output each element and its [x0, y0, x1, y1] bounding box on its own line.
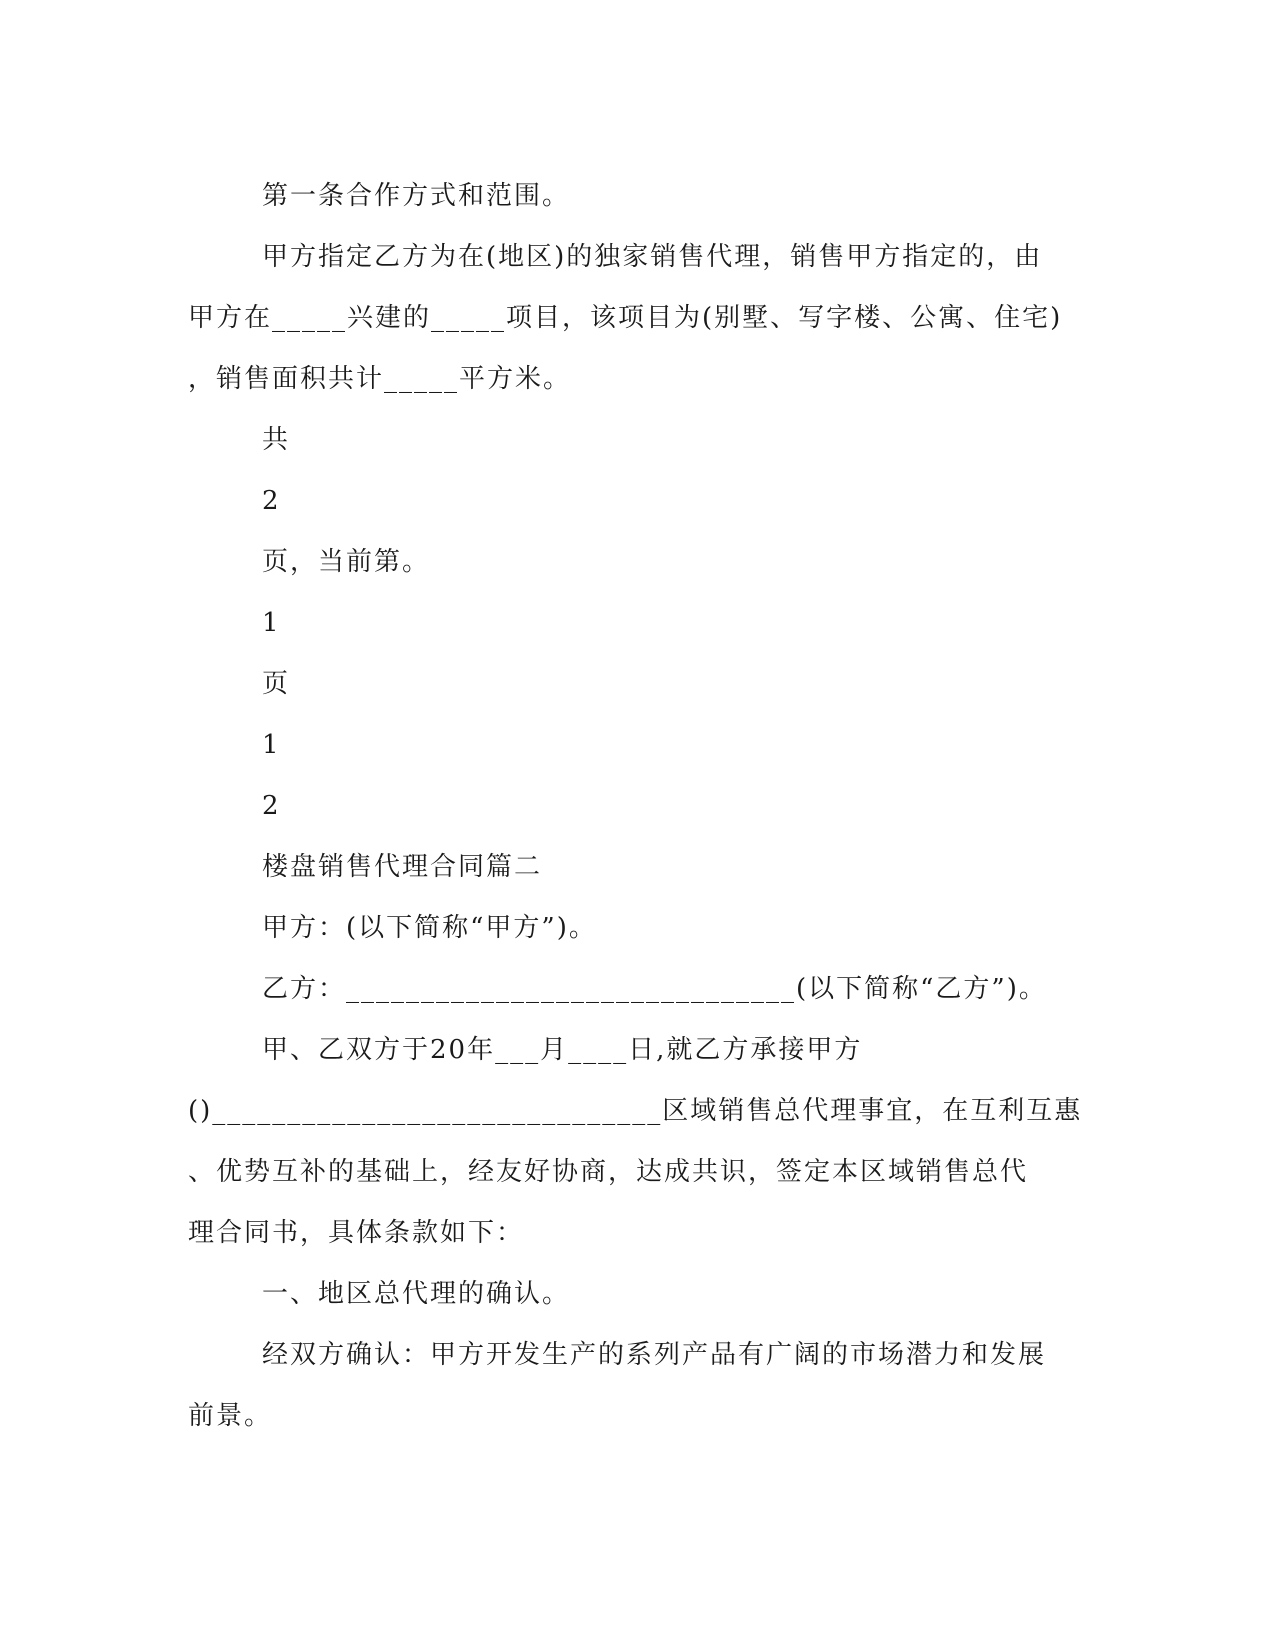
page-marker-text: 2: [262, 486, 281, 516]
party-a-line: 甲方：(以下简称“甲方”)。: [262, 913, 597, 943]
document-body: [188, 166, 1083, 1447]
paragraph-line: 甲方在_____兴建的_____项目，该项目为(别墅、写字楼、公寓、住宅): [188, 303, 1063, 333]
page-marker-text: 共: [262, 425, 291, 455]
paragraph-line: 经双方确认：甲方开发生产的系列产品有广阔的市场潜力和发展: [262, 1340, 1047, 1370]
page-marker-text: 页: [262, 669, 291, 699]
paragraph-line: ()______________________________区域销售总代理事宜，在互利互惠: [188, 1096, 1083, 1126]
paragraph-line: 理合同书，具体条款如下：: [188, 1218, 525, 1248]
page-marker-text: 1: [262, 608, 281, 638]
page-marker-text: 2: [262, 791, 281, 821]
page-marker-text: 1: [262, 730, 281, 760]
paragraph-line: 甲、乙双方于20年___月____日,就乙方承接甲方: [262, 1035, 863, 1065]
section-title: 楼盘销售代理合同篇二: [262, 852, 543, 882]
page-marker-text: 页，当前第。: [262, 547, 431, 577]
clause-1-heading: 第一条合作方式和范围。: [262, 181, 571, 211]
paragraph-line: ，销售面积共计_____平方米。: [188, 364, 572, 394]
party-b-line: 乙方：______________________________(以下简称“乙方”)。: [262, 974, 1047, 1004]
paragraph-line: 甲方指定乙方为在(地区)的独家销售代理，销售甲方指定的，由: [262, 242, 1043, 272]
paragraph-line: 前景。: [188, 1401, 273, 1431]
paragraph-line: 、优势互补的基础上，经友好协商，达成共识，签定本区域销售总代: [188, 1157, 1029, 1187]
clause-heading: 一、地区总代理的确认。: [262, 1279, 571, 1309]
